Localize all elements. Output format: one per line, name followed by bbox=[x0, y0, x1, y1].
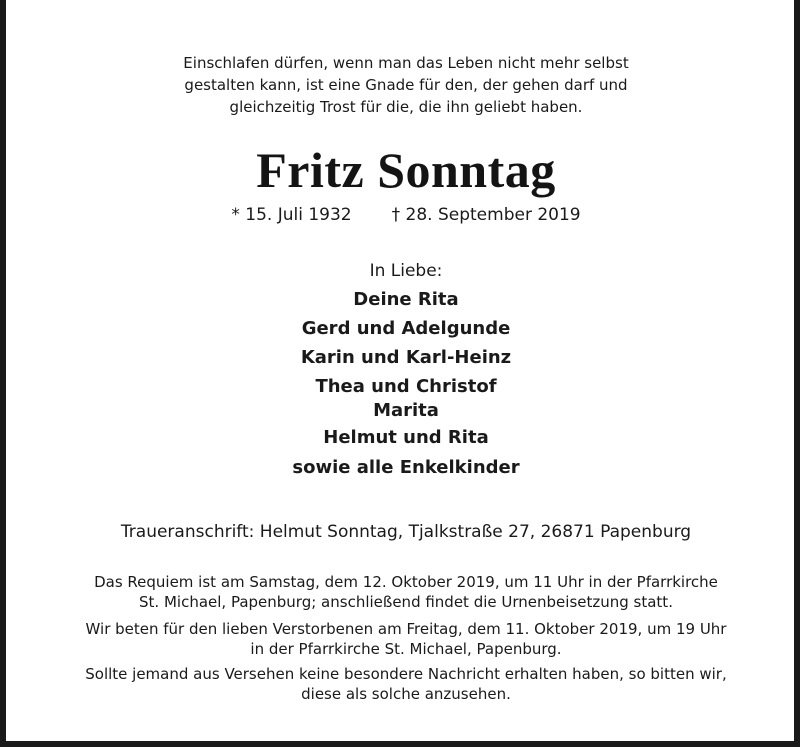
notice-line: Sollte jemand aus Versehen keine besondere Nachricht erhalten haben, so bitten wir, bbox=[85, 665, 727, 683]
quote-line: Einschlafen dürfen, wenn man das Leben nicht mehr selbst bbox=[183, 54, 629, 72]
quote-line: gestalten kann, ist eine Gnade für den, der gehen darf und bbox=[184, 76, 628, 94]
deceased-name: Fritz Sonntag bbox=[256, 142, 556, 198]
mourner-name: Gerd und Adelgunde bbox=[301, 318, 511, 339]
mourner-name: Thea und Christof bbox=[315, 376, 497, 397]
notice-line: Wir beten für den lieben Verstorbenen am Freitag, dem 11. Oktober 2019, um 19 Uhr bbox=[85, 620, 727, 638]
mourners-list bbox=[6, 285, 800, 482]
quote-line: gleichzeitig Trost für die, die ihn geliebt haben. bbox=[229, 98, 583, 116]
notice-line: Das Requiem ist am Samstag, dem 12. Oktober 2019, um 11 Uhr in der Pfarrkirche bbox=[94, 573, 718, 591]
requiem-notice bbox=[6, 572, 800, 612]
birth-date: * 15. Juli 1932 bbox=[231, 205, 352, 225]
notice-line: diese als solche anzusehen. bbox=[301, 685, 511, 703]
mourner-name: Marita bbox=[373, 400, 439, 421]
apology-notice bbox=[6, 664, 800, 704]
prayer-notice bbox=[6, 619, 800, 659]
life-dates bbox=[6, 203, 800, 227]
mourner-name: Helmut und Rita bbox=[323, 427, 489, 448]
death-date: † 28. September 2019 bbox=[391, 205, 581, 225]
opening-quote bbox=[6, 52, 800, 118]
notice-line: in der Pfarrkirche St. Michael, Papenburg. bbox=[250, 640, 562, 658]
notice-line: St. Michael, Papenburg; anschließend findet die Urnenbeisetzung statt. bbox=[139, 593, 673, 611]
mourner-name: sowie alle Enkelkinder bbox=[292, 457, 520, 478]
mourners-label: In Liebe: bbox=[369, 261, 443, 281]
mourning-address: Traueranschrift: Helmut Sonntag, Tjalkstraße 27, 26871 Papenburg bbox=[120, 522, 692, 542]
mourner-name: Karin und Karl-Heinz bbox=[300, 347, 512, 368]
mourner-name: Deine Rita bbox=[353, 289, 459, 310]
